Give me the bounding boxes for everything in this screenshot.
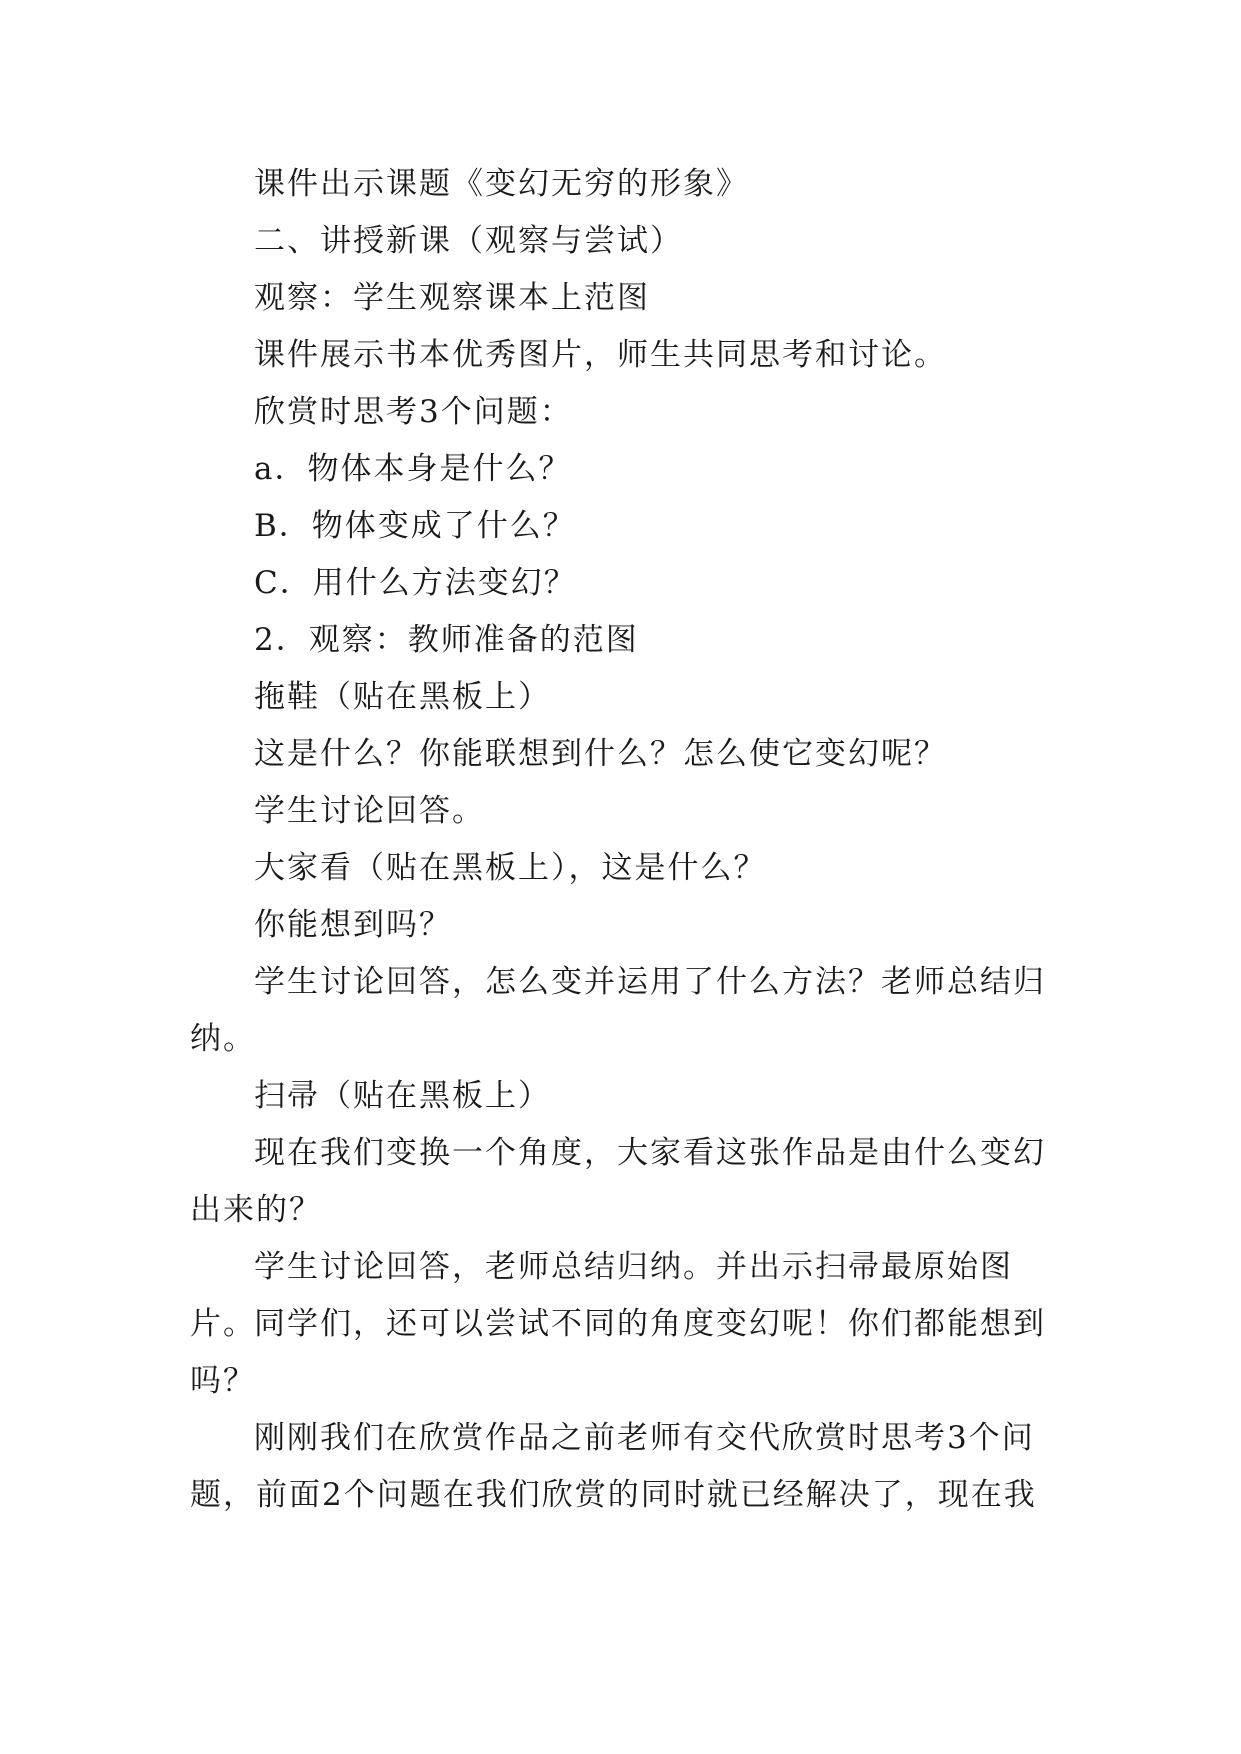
paragraph: 二、讲授新课（观察与尝试）	[254, 223, 683, 259]
paragraph: 学生讨论回答。	[254, 793, 485, 829]
paragraph: 课件展示书本优秀图片，师生共同思考和讨论。	[254, 337, 947, 373]
paragraph: 你能想到吗？	[254, 907, 452, 943]
paragraph: 扫帚（贴在黑板上）	[254, 1078, 551, 1114]
paragraph: B．物体变成了什么？	[254, 508, 576, 544]
paragraph: 刚刚我们在欣赏作品之前老师有交代欣赏时思考3个问题，前面2个问题在我们欣赏的同时就已经解决了，现在我	[190, 1420, 1037, 1513]
paragraph: 观察：学生观察课本上范图	[254, 280, 650, 316]
paragraph: 2．观察：教师准备的范图	[254, 622, 639, 658]
paragraph: 课件出示课题《变幻无穷的形象》	[254, 166, 749, 202]
paragraph: 现在我们变换一个角度，大家看这张作品是由什么变幻出来的？	[190, 1135, 1046, 1228]
paragraph: C．用什么方法变幻？	[254, 565, 577, 601]
paragraph: 欣赏时思考3个问题：	[254, 394, 573, 430]
paragraph: a．物体本身是什么？	[254, 451, 572, 487]
paragraph: 学生讨论回答，怎么变并运用了什么方法？老师总结归纳。	[190, 964, 1046, 1057]
paragraph: 大家看（贴在黑板上），这是什么？	[254, 850, 767, 886]
paragraph: 学生讨论回答，老师总结归纳。并出示扫帚最原始图片。	[190, 1249, 1013, 1342]
paragraph: 拖鞋（贴在黑板上）	[254, 679, 551, 715]
paragraph: 同学们，还可以尝试不同的角度变幻呢！你们都能想到吗？	[190, 1306, 1046, 1399]
paragraph: 这是什么？你能联想到什么？怎么使它变幻呢？	[254, 736, 947, 772]
